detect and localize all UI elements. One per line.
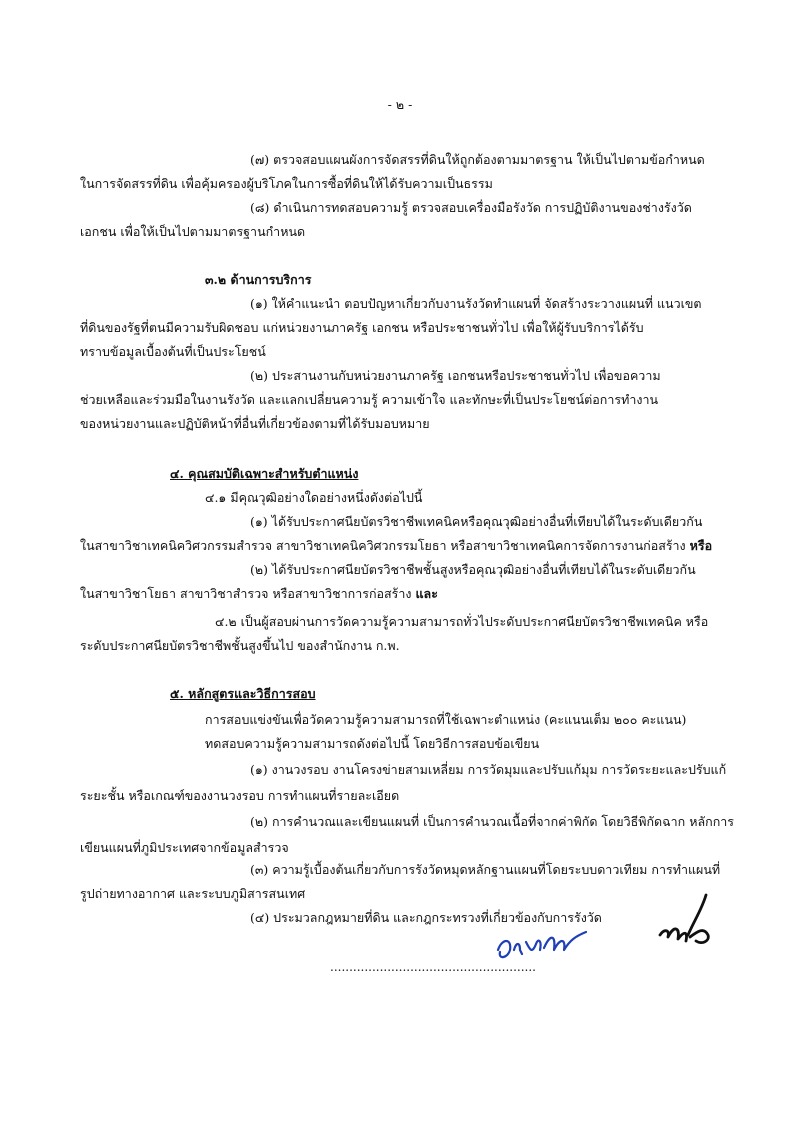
item-8-line-2: เอกชน เพื่อให้เป็นไปตามมาตรฐานกำหนด	[80, 224, 306, 239]
section-4-2-line-1: ๔.๒ เป็นผู้สอบผ่านการวัดความรู้ความสามารถทั่วไประดับประกาศนียบัตรวิชาชีพเทคนิค หรือ	[215, 614, 709, 629]
s5-item-2-line-1: (๒) การคำนวณและเขียนแผนที่ เป็นการคำนวณเนื้อที่จากค่าพิกัด โดยวิธีพิกัดฉาก หลักการ	[250, 814, 734, 829]
section-5-heading: ๕. หลักสูตรและวิธีการสอบ	[170, 686, 316, 701]
and-keyword: และ	[415, 586, 438, 601]
s32-item-2-line-3: ของหน่วยงานและปฏิบัติหน้าที่อื่นที่เกี่ยวข้องตามที่ได้รับมอบหมาย	[80, 416, 430, 431]
s4-item-1-line-2-text: ในสาขาวิชาเทคนิควิศวกรรมสำรวจ สาขาวิชาเทคนิควิศวกรรมโยธา หรือสาขาวิชาเทคนิคการจัดการงานก่อสร้าง	[80, 538, 686, 553]
page-number: - ๒ -	[387, 97, 413, 112]
item-8-line-1: (๘) ดำเนินการทดสอบความรู้ ตรวจสอบเครื่องมือรังวัด การปฏิบัติงานของช่างรังวัด	[250, 200, 692, 215]
handwritten-signature-blue	[490, 920, 600, 965]
s4-item-2-line-2-text: ในสาขาวิชาโยธา สาขาวิชาสำรวจ หรือสาขาวิชาการก่อสร้าง	[80, 586, 412, 601]
section-3-2-heading: ๓.๒ ด้านการบริการ	[205, 272, 312, 287]
s32-item-1-line-3: ทราบข้อมูลเบื้องต้นที่เป็นประโยชน์	[80, 344, 266, 359]
s5-item-1-line-2: ระยะชั้น หรือเกณฑ์ของงานวงรอบ การทำแผนที่รายละเอียด	[80, 788, 400, 803]
s5-item-2-line-2: เขียนแผนที่ภูมิประเทศจากข้อมูลสำรวจ	[80, 840, 289, 855]
s5-item-1-line-1: (๑) งานวงรอบ งานโครงข่ายสามเหลี่ยม การวัดมุมและปรับแก้มุม การวัดระยะและปรับแก้	[250, 762, 727, 777]
section-4-1-title: ๔.๑ มีคุณวุฒิอย่างใดอย่างหนึ่งดังต่อไปนี้	[205, 490, 423, 505]
s5-item-4: (๔) ประมวลกฎหมายที่ดิน และกฎกระทรวงที่เกี่ยวข้องกับการรังวัด	[250, 910, 602, 925]
signature-dotted-line: ......................................................	[330, 960, 536, 974]
item-7-line-2: ในการจัดสรรที่ดิน เพื่อคุ้มครองผู้บริโภคในการซื้อที่ดินให้ได้รับความเป็นธรรม	[80, 176, 493, 191]
s32-item-1-line-1: (๑) ให้คำแนะนำ ตอบปัญหาเกี่ยวกับงานรังวัดทำแผนที่ จัดสร้างระวางแผนที่ แนวเขต	[250, 296, 702, 311]
or-keyword: หรือ	[689, 538, 713, 553]
section-4-heading: ๔. คุณสมบัติเฉพาะสำหรับตำแหน่ง	[170, 466, 359, 481]
s4-item-1-line-1: (๑) ได้รับประกาศนียบัตรวิชาชีพเทคนิคหรือคุณวุฒิอย่างอื่นที่เทียบได้ในระดับเดียวกัน	[250, 514, 703, 529]
s5-item-3-line-2: รูปถ่ายทางอากาศ และระบบภูมิสารสนเทศ	[80, 886, 306, 901]
s32-item-1-line-2: ที่ดินของรัฐที่ตนมีความรับผิดชอบ แก่หน่วยงานภาครัฐ เอกชน หรือประชาชนทั่วไป เพื่อให้ผู้รับบริการได้รับ	[80, 320, 644, 335]
s32-item-2-line-2: ช่วยเหลือและร่วมมือในงานรังวัด และแลกเปลี่ยนความรู้ ความเข้าใจ และทักษะที่เป็นประโยชน์ต่อการทำงาน	[80, 392, 659, 407]
s5-item-3-line-1: (๓) ความรู้เบื้องต้นเกี่ยวกับการรังวัดหมุดหลักฐานแผนที่โดยระบบดาวเทียม การทำแผนที่	[250, 862, 721, 877]
s4-item-2-line-2	[80, 586, 740, 602]
s5-intro-line-2: ทดสอบความรู้ความสามารถดังต่อไปนี้ โดยวิธีการสอบข้อเขียน	[205, 736, 540, 751]
handwritten-initials-black	[650, 885, 720, 955]
section-4-2-line-2: ระดับประกาศนียบัตรวิชาชีพชั้นสูงขึ้นไป ของสำนักงาน ก.พ.	[80, 638, 400, 653]
s4-item-1-line-2	[80, 538, 740, 554]
s32-item-2-line-1: (๒) ประสานงานกับหน่วยงานภาครัฐ เอกชนหรือประชาชนทั่วไป เพื่อขอความ	[250, 368, 661, 383]
s5-intro-line-1: การสอบแข่งขันเพื่อวัดความรู้ความสามารถที่ใช้เฉพาะตำแหน่ง (คะแนนเต็ม ๒๐๐ คะแนน)	[205, 712, 687, 727]
s4-item-2-line-1: (๒) ได้รับประกาศนียบัตรวิชาชีพชั้นสูงหรือคุณวุฒิอย่างอื่นที่เทียบได้ในระดับเดียวกัน	[250, 562, 696, 577]
item-7-line-1: (๗) ตรวจสอบแผนผังการจัดสรรที่ดินให้ถูกต้องตามมาตรฐาน ให้เป็นไปตามข้อกำหนด	[250, 152, 705, 167]
